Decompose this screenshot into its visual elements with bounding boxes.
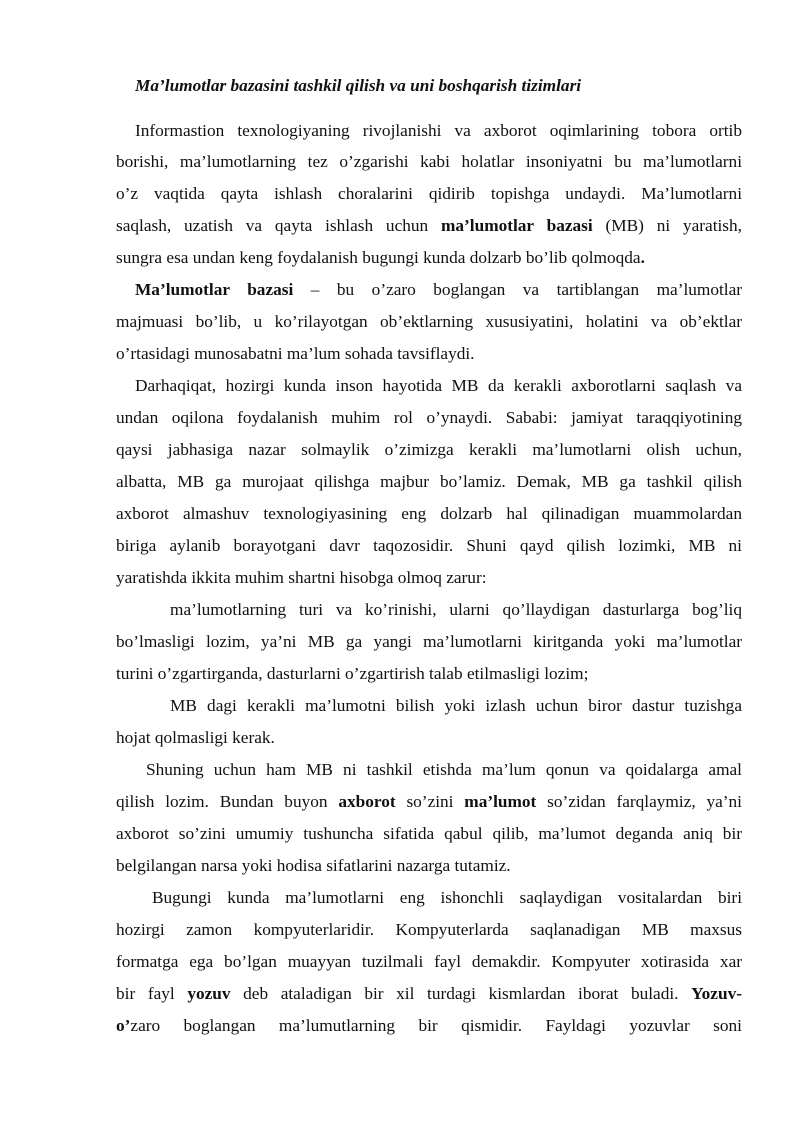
paragraph-line — [116, 502, 742, 526]
paragraph-line — [116, 726, 742, 750]
text-run: qilish lozim. Bundan buyon — [116, 792, 339, 811]
paragraph-line — [116, 406, 742, 430]
text-run: qaysi jabhasiga nazar solmaylik o’zimizga kerakli ma’lumotlarni olish uchun, — [116, 440, 742, 459]
paragraph-line — [135, 278, 742, 302]
text-run: deb ataladigan bir xil turdagi kismlardan iborat buladi. — [230, 984, 692, 1003]
text-run: majmuasi bo’lib, u ko’rilayotgan ob’ektlarning xususiyatini, holatini va ob’ektlar — [116, 312, 742, 331]
paragraph-line — [116, 342, 742, 366]
bold-term: . — [640, 248, 645, 267]
text-run: axborot so’zini umumiy tushuncha sifatida qabul qilib, ma’lumot deganda aniq bir — [116, 824, 742, 843]
text-run: Bugungi kunda ma’lumotlarni eng ishonchli saqlaydigan vositalardan biri — [152, 888, 742, 907]
paragraph-line — [135, 374, 742, 398]
text-run: sungra esa undan keng foydalanish bugungi kunda dolzarb bo’lib qolmoqda — [116, 248, 641, 267]
paragraph-line — [116, 662, 742, 686]
paragraph-line — [116, 1014, 742, 1038]
bold-term: Yozuv- — [691, 984, 742, 1003]
text-run: MB dagi kerakli ma’lumotni bilish yoki izlash uchun biror dastur tuzishga — [170, 696, 742, 715]
text-run: bo’lmasligi lozim, ya’ni MB ga yangi ma’lumotlarni kiritganda yoki ma’lumotlar — [116, 632, 742, 651]
paragraph-line — [116, 822, 742, 846]
text-run: (MB) ni yaratish, — [592, 216, 742, 235]
bullet-icon — [128, 598, 142, 622]
text-run: so’zidan farqlaymiz, ya’ni — [536, 792, 742, 811]
paragraph-line — [116, 246, 742, 270]
text-run: saqlash, uzatish va qayta ishlash uchun — [116, 216, 441, 235]
paragraph-line — [116, 214, 742, 238]
text-run: undan oqilona foydalanish muhim rol o’ynaydi. Sababi: jamiyat taraqqiyotining — [116, 408, 742, 427]
text-run: o’rtasidagi munosabatni ma’lum sohada tavsiflaydi. — [116, 344, 475, 363]
bold-term: axborot — [338, 792, 396, 811]
text-run: hojat qolmasligi kerak. — [116, 728, 275, 747]
paragraph-line — [116, 982, 742, 1006]
text-run: o’z vaqtida qayta ishlash choralarini qidirib topishga undaydi. Ma’lumotlarni — [116, 184, 742, 203]
bold-term: yozuv — [187, 984, 231, 1003]
paragraph-line — [135, 119, 742, 143]
paragraph-line — [116, 470, 742, 494]
text-run: so’zini — [395, 792, 465, 811]
text-run: ma’lumotlarning turi va ko’rinishi, ularni qo’llaydigan dasturlarga bog’liq — [170, 600, 742, 619]
text-run: belgilangan narsa yoki hodisa sifatlarini nazarga tutamiz. — [116, 856, 511, 875]
text-run: Informastion texnologiyaning rivojlanishi va axborot oqimlarining tobora ortib — [135, 121, 742, 140]
paragraph-line — [116, 630, 742, 654]
document-title: Ma’lumotlar bazasini tashkil qilish va uni boshqarish tizimlari — [135, 76, 582, 95]
text-run: zaro boglangan ma’lumutlarning bir qismidir. Fayldagi yozuvlar soni — [130, 1016, 742, 1035]
paragraph-line — [116, 918, 742, 942]
text-run: Shuning uchun ham MB ni tashkil etishda ma’lum qonun va qoidalarga amal — [146, 760, 742, 779]
paragraph-line — [116, 950, 742, 974]
paragraph-line — [116, 566, 742, 590]
bold-term: Ma’lumotlar bazasi — [135, 280, 294, 299]
bold-term: ma’lumotlar bazasi — [440, 216, 593, 235]
bullet-icon — [128, 694, 142, 718]
text-run: Darhaqiqat, hozirgi kunda inson hayotida MB da kerakli axborotlarni saqlash va — [135, 376, 742, 395]
paragraph-line — [152, 886, 742, 910]
paragraph-line — [170, 694, 742, 718]
text-run: hozirgi zamon kompyuterlaridir. Kompyuterlarda saqlanadigan MB maxsus — [116, 920, 742, 939]
text-run: borishi, ma’lumotlarning tez o’zgarishi kabi holatlar insoniyatni bu ma’lumotlarni — [116, 152, 742, 171]
paragraph-line — [116, 310, 742, 334]
paragraph-line — [116, 182, 742, 206]
paragraph-line — [170, 598, 742, 622]
text-run: formatga ega bo’lgan muayyan tuzilmali fayl demakdir. Kompyuter xotirasida xar — [116, 952, 742, 971]
paragraph-line — [116, 438, 742, 462]
text-run: turini o’zgartirganda, dasturlarni o’zgartirish talab etilmasligi lozim; — [116, 664, 589, 683]
bold-term: ma’lumot — [464, 792, 537, 811]
text-run: – bu o’zaro boglangan va tartiblangan ma’lumotlar — [293, 280, 742, 299]
text-run: bir fayl — [116, 984, 188, 1003]
text-run: biriga aylanib borayotgani davr taqozosidir. Shuni qayd qilish lozimki, MB ni — [116, 536, 742, 555]
text-run: yaratishda ikkita muhim shartni hisobga olmoq zarur: — [116, 568, 487, 587]
text-run: axborot almashuv texnologiyasining eng dolzarb hal qilinadigan muammolardan — [116, 504, 742, 523]
paragraph-line — [146, 758, 742, 782]
paragraph-line — [116, 150, 742, 174]
paragraph-line — [116, 534, 742, 558]
text-run: albatta, MB ga murojaat qilishga majbur bo’lamiz. Demak, MB ga tashkil qilish — [116, 472, 742, 491]
bold-term: o’ — [116, 1016, 131, 1035]
paragraph-line — [116, 790, 742, 814]
paragraph-line — [116, 854, 742, 878]
